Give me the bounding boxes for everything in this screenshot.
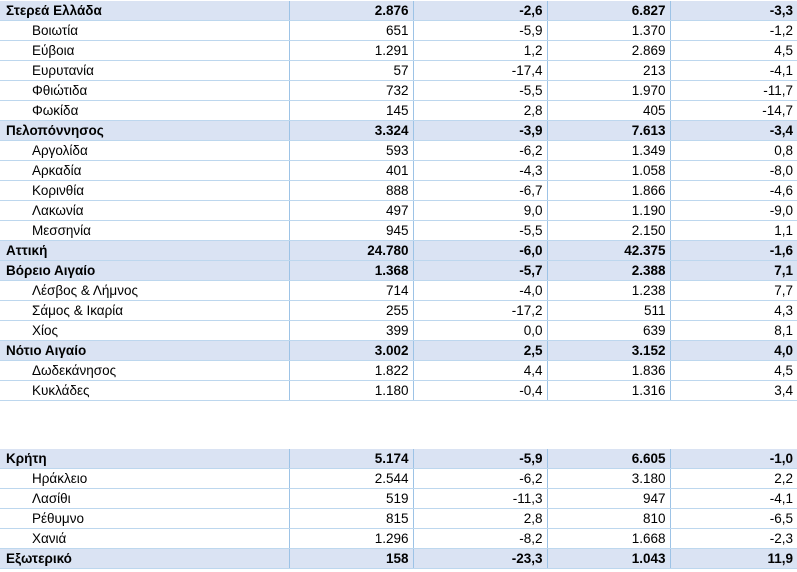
region-row: [0, 261, 797, 281]
area-name-cell: Σάμος & Ικαρία: [0, 301, 289, 321]
value-cell-2: -3,9: [413, 121, 547, 141]
region-row: [0, 341, 797, 361]
value-cell-4: -6,5: [670, 509, 797, 529]
value-cell-3: 1.316: [547, 381, 670, 401]
value-cell-3: 1.370: [547, 21, 670, 41]
value-cell-4: -3,3: [670, 1, 797, 21]
value-cell-1: 5.174: [289, 449, 413, 469]
area-name-cell: Εύβοια: [0, 41, 289, 61]
area-name-cell: Ηράκλειο: [0, 469, 289, 489]
value-cell-1: 519: [289, 489, 413, 509]
value-cell-2: 2,5: [413, 341, 547, 361]
area-name-cell: Αττική: [0, 241, 289, 261]
area-name-cell: Αρκαδία: [0, 161, 289, 181]
table-row: [0, 281, 797, 301]
value-cell-3: 1.836: [547, 361, 670, 381]
table-row: [0, 361, 797, 381]
table-row: [0, 529, 797, 549]
table-row: [0, 181, 797, 201]
value-cell-2: 0,0: [413, 321, 547, 341]
value-cell-2: -4,3: [413, 161, 547, 181]
table-row: [0, 469, 797, 489]
value-cell-1: 888: [289, 181, 413, 201]
value-cell-1: 401: [289, 161, 413, 181]
value-cell-4: 2,2: [670, 469, 797, 489]
value-cell-3: 2.869: [547, 41, 670, 61]
value-cell-4: 4,3: [670, 301, 797, 321]
value-cell-1: 2.876: [289, 1, 413, 21]
value-cell-2: -8,2: [413, 529, 547, 549]
value-cell-3: 213: [547, 61, 670, 81]
value-cell-1: 732: [289, 81, 413, 101]
area-name-cell: Νότιο Αιγαίο: [0, 341, 289, 361]
value-cell-1: 1.368: [289, 261, 413, 281]
value-cell-1: 945: [289, 221, 413, 241]
value-cell-2: -6,0: [413, 241, 547, 261]
value-cell-2: 2,8: [413, 101, 547, 121]
value-cell-4: -11,7: [670, 81, 797, 101]
value-cell-1: 1.291: [289, 41, 413, 61]
value-cell-2: -6,2: [413, 141, 547, 161]
regional-table-lower: [0, 449, 797, 569]
table-row: [0, 161, 797, 181]
value-cell-1: 651: [289, 21, 413, 41]
value-cell-3: 1.238: [547, 281, 670, 301]
value-cell-3: 6.827: [547, 1, 670, 21]
area-name-cell: Δωδεκάνησος: [0, 361, 289, 381]
area-name-cell: Χανιά: [0, 529, 289, 549]
table-row: [0, 509, 797, 529]
value-cell-2: -5,7: [413, 261, 547, 281]
table-row: [0, 101, 797, 121]
value-cell-4: 7,1: [670, 261, 797, 281]
value-cell-3: 405: [547, 101, 670, 121]
value-cell-4: 4,5: [670, 41, 797, 61]
value-cell-4: 4,5: [670, 361, 797, 381]
value-cell-4: -1,0: [670, 449, 797, 469]
table-row: [0, 21, 797, 41]
value-cell-4: 1,1: [670, 221, 797, 241]
value-cell-3: 639: [547, 321, 670, 341]
area-name-cell: Φωκίδα: [0, 101, 289, 121]
value-cell-2: -0,4: [413, 381, 547, 401]
value-cell-3: 1.190: [547, 201, 670, 221]
regional-table-upper: [0, 1, 797, 401]
table-row: [0, 81, 797, 101]
value-cell-1: 497: [289, 201, 413, 221]
value-cell-4: 0,8: [670, 141, 797, 161]
value-cell-1: 145: [289, 101, 413, 121]
value-cell-4: -2,3: [670, 529, 797, 549]
value-cell-1: 3.324: [289, 121, 413, 141]
value-cell-2: -17,4: [413, 61, 547, 81]
value-cell-4: 11,9: [670, 549, 797, 569]
value-cell-3: 1.866: [547, 181, 670, 201]
value-cell-3: 947: [547, 489, 670, 509]
table-row: [0, 321, 797, 341]
value-cell-3: 1.970: [547, 81, 670, 101]
value-cell-1: 593: [289, 141, 413, 161]
area-name-cell: Ρέθυμνο: [0, 509, 289, 529]
value-cell-2: -5,9: [413, 449, 547, 469]
value-cell-1: 57: [289, 61, 413, 81]
value-cell-4: -14,7: [670, 101, 797, 121]
value-cell-1: 3.002: [289, 341, 413, 361]
table-row: [0, 41, 797, 61]
area-name-cell: Χίος: [0, 321, 289, 341]
value-cell-2: -23,3: [413, 549, 547, 569]
value-cell-2: -5,9: [413, 21, 547, 41]
region-row: [0, 121, 797, 141]
area-name-cell: Βοιωτία: [0, 21, 289, 41]
area-name-cell: Αργολίδα: [0, 141, 289, 161]
value-cell-3: 7.613: [547, 121, 670, 141]
value-cell-1: 255: [289, 301, 413, 321]
value-cell-3: 3.180: [547, 469, 670, 489]
region-row: [0, 449, 797, 469]
value-cell-1: 1.296: [289, 529, 413, 549]
table-row: [0, 61, 797, 81]
value-cell-4: 7,7: [670, 281, 797, 301]
value-cell-1: 158: [289, 549, 413, 569]
value-cell-1: 1.180: [289, 381, 413, 401]
area-name-cell: Πελοπόννησος: [0, 121, 289, 141]
value-cell-4: -9,0: [670, 201, 797, 221]
area-name-cell: Στερεά Ελλάδα: [0, 1, 289, 21]
value-cell-3: 6.605: [547, 449, 670, 469]
value-cell-4: -8,0: [670, 161, 797, 181]
value-cell-2: -6,2: [413, 469, 547, 489]
area-name-cell: Φθιώτιδα: [0, 81, 289, 101]
value-cell-3: 1.058: [547, 161, 670, 181]
value-cell-3: 2.150: [547, 221, 670, 241]
table-row: [0, 221, 797, 241]
table-row: [0, 381, 797, 401]
value-cell-2: 2,8: [413, 509, 547, 529]
value-cell-4: -1,2: [670, 21, 797, 41]
value-cell-4: 3,4: [670, 381, 797, 401]
value-cell-2: 9,0: [413, 201, 547, 221]
region-row: [0, 549, 797, 569]
value-cell-1: 714: [289, 281, 413, 301]
area-name-cell: Κυκλάδες: [0, 381, 289, 401]
area-name-cell: Λέσβος & Λήμνος: [0, 281, 289, 301]
value-cell-2: -6,7: [413, 181, 547, 201]
area-name-cell: Ευρυτανία: [0, 61, 289, 81]
value-cell-3: 1.043: [547, 549, 670, 569]
value-cell-3: 3.152: [547, 341, 670, 361]
value-cell-1: 1.822: [289, 361, 413, 381]
value-cell-3: 1.668: [547, 529, 670, 549]
value-cell-2: -11,3: [413, 489, 547, 509]
value-cell-2: 4,4: [413, 361, 547, 381]
value-cell-2: -5,5: [413, 81, 547, 101]
value-cell-4: -4,1: [670, 489, 797, 509]
table-row: [0, 201, 797, 221]
value-cell-3: 2.388: [547, 261, 670, 281]
area-name-cell: Κρήτη: [0, 449, 289, 469]
value-cell-4: 8,1: [670, 321, 797, 341]
value-cell-3: 1.349: [547, 141, 670, 161]
area-name-cell: Βόρειο Αιγαίο: [0, 261, 289, 281]
value-cell-4: -4,6: [670, 181, 797, 201]
value-cell-1: 24.780: [289, 241, 413, 261]
value-cell-2: -17,2: [413, 301, 547, 321]
value-cell-2: 1,2: [413, 41, 547, 61]
area-name-cell: Λασίθι: [0, 489, 289, 509]
table-row: [0, 301, 797, 321]
region-row: [0, 1, 797, 21]
area-name-cell: Εξωτερικό: [0, 549, 289, 569]
value-cell-2: -2,6: [413, 1, 547, 21]
value-cell-4: -1,6: [670, 241, 797, 261]
value-cell-1: 399: [289, 321, 413, 341]
value-cell-3: 42.375: [547, 241, 670, 261]
area-name-cell: Λακωνία: [0, 201, 289, 221]
value-cell-4: 4,0: [670, 341, 797, 361]
value-cell-3: 511: [547, 301, 670, 321]
value-cell-3: 810: [547, 509, 670, 529]
value-cell-4: -3,4: [670, 121, 797, 141]
area-name-cell: Μεσσηνία: [0, 221, 289, 241]
area-name-cell: Κορινθία: [0, 181, 289, 201]
value-cell-2: -5,5: [413, 221, 547, 241]
value-cell-4: -4,1: [670, 61, 797, 81]
value-cell-1: 815: [289, 509, 413, 529]
table-row: [0, 141, 797, 161]
value-cell-2: -4,0: [413, 281, 547, 301]
region-row: [0, 241, 797, 261]
table-row: [0, 489, 797, 509]
value-cell-1: 2.544: [289, 469, 413, 489]
